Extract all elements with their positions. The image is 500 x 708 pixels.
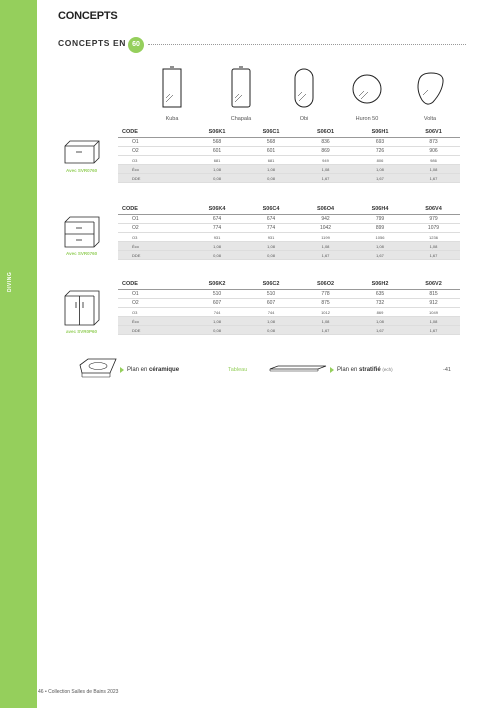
fee-cell: 1,08 [190, 317, 244, 326]
table-row [118, 308, 460, 317]
col-header: S06V2 [407, 279, 460, 290]
mirror-label-kuba: Kuba [165, 116, 179, 122]
col-header: S06K4 [190, 204, 244, 215]
price-cell: 601 [244, 147, 298, 156]
price-table-2 [118, 204, 460, 260]
fee-cell: 1,08 [353, 165, 407, 174]
price-cell: 744 [244, 308, 298, 317]
fee-cell: 1,67 [298, 174, 353, 183]
fee-cell: 0,08 [190, 174, 244, 183]
page-title: CONCEPTS [58, 10, 118, 22]
price-cell: 681 [244, 156, 298, 165]
laminate-plan-icon [268, 364, 328, 374]
price-cell: 942 [298, 215, 353, 224]
fee-cell: 1,08 [353, 317, 407, 326]
col-header: S06K2 [190, 279, 244, 290]
table-row [118, 233, 460, 242]
price-cell: 601 [190, 147, 244, 156]
cabinet-caption-3: avec SVR0P60 [66, 329, 98, 334]
fee-cell: 1,08 [190, 242, 244, 251]
plan-laminate-bold: stratifié [359, 367, 381, 373]
col-header: S06C2 [244, 279, 298, 290]
table-header-row [118, 204, 460, 215]
arrow-right-icon [330, 367, 334, 373]
plan-laminate-suffix: (ech) [382, 367, 393, 372]
table-row-dde [118, 174, 460, 183]
fee-cell: 0,08 [244, 326, 298, 335]
fee-cell: 1,67 [353, 251, 407, 260]
price-cell: 681 [190, 156, 244, 165]
fee-cell: 1,67 [407, 326, 460, 335]
price-cell: 873 [407, 138, 460, 147]
fee-cell: 1,08 [244, 317, 298, 326]
price-cell: 1042 [298, 224, 353, 233]
fee-cell: 1,67 [298, 326, 353, 335]
fee-cell: 0,08 [190, 326, 244, 335]
plan-laminate-value: -41 [443, 367, 451, 373]
mirror-label-huron: Huron 50 [355, 116, 379, 122]
col-header: S06O2 [298, 279, 353, 290]
cabinet-two-drawer-icon [62, 214, 102, 250]
obi-mirror-icon [292, 66, 316, 110]
price-cell: 979 [407, 215, 460, 224]
row-label: O2 [118, 147, 190, 156]
price-table-1 [118, 127, 460, 183]
price-cell: 774 [244, 224, 298, 233]
table-row-eco [118, 317, 460, 326]
fee-cell: 1,08 [407, 317, 460, 326]
row-label: O2 [118, 299, 190, 308]
table-row [118, 156, 460, 165]
price-cell: 931 [244, 233, 298, 242]
fee-cell: 1,08 [244, 242, 298, 251]
plan-ceramic-value: Tableau [228, 367, 248, 373]
page-footer: 46 • Collection Salles de Bains 2023 [38, 689, 119, 695]
size-badge: 60 [128, 37, 144, 53]
row-label: O2 [118, 224, 190, 233]
price-cell: 674 [190, 215, 244, 224]
row-label: O1 [118, 138, 190, 147]
row-label: O1 [118, 215, 190, 224]
price-cell: 744 [190, 308, 244, 317]
price-cell: 949 [298, 156, 353, 165]
price-cell: 1049 [407, 308, 460, 317]
row-label: Éco [118, 317, 190, 326]
kuba-mirror-icon [160, 66, 184, 110]
price-cell: 799 [353, 215, 407, 224]
table-row [118, 138, 460, 147]
row-label: Éco [118, 242, 190, 251]
ceramic-basin-icon [78, 357, 118, 383]
table-row-eco [118, 242, 460, 251]
row-label: O3 [118, 156, 190, 165]
chapala-mirror-icon [229, 66, 253, 110]
price-cell: 1236 [407, 233, 460, 242]
volta-mirror-icon [413, 70, 447, 108]
arrow-right-icon [120, 367, 124, 373]
col-header: CODE [118, 127, 190, 138]
table-row-dde [118, 251, 460, 260]
fee-cell: 1,08 [353, 242, 407, 251]
fee-cell: 1,08 [298, 242, 353, 251]
side-section-label: DIVING [7, 271, 13, 292]
cabinet-caption-1: Avec SVR0760 [66, 168, 98, 173]
price-cell: 1056 [353, 233, 407, 242]
fee-cell: 1,67 [407, 251, 460, 260]
col-header: S06K1 [190, 127, 244, 138]
price-cell: 510 [244, 290, 298, 299]
col-header: S06V4 [407, 204, 460, 215]
cabinet-caption-2: Avec SVR0760 [66, 251, 98, 256]
price-cell: 1079 [407, 224, 460, 233]
fee-cell: 1,67 [353, 174, 407, 183]
col-header: CODE [118, 204, 190, 215]
table-row [118, 299, 460, 308]
price-cell: 778 [298, 290, 353, 299]
price-cell: 568 [244, 138, 298, 147]
table-row-dde [118, 326, 460, 335]
fee-cell: 0,08 [244, 251, 298, 260]
price-cell: 635 [353, 290, 407, 299]
price-cell: 836 [298, 138, 353, 147]
col-header: S06O1 [298, 127, 353, 138]
col-header: S06O4 [298, 204, 353, 215]
price-cell: 510 [190, 290, 244, 299]
price-cell: 732 [353, 299, 407, 308]
price-cell: 806 [353, 156, 407, 165]
row-label: DDE [118, 251, 190, 260]
dotted-rule [148, 44, 466, 45]
mirror-label-chapala: Chapala [230, 116, 252, 122]
price-cell: 1012 [298, 308, 353, 317]
price-table-3 [118, 279, 460, 335]
col-header: S06C1 [244, 127, 298, 138]
table-row-eco [118, 165, 460, 174]
fee-cell: 1,67 [407, 174, 460, 183]
table-row [118, 224, 460, 233]
row-label: O3 [118, 308, 190, 317]
price-cell: 899 [353, 224, 407, 233]
col-header: S06H1 [353, 127, 407, 138]
table-row [118, 147, 460, 156]
row-label: DDE [118, 326, 190, 335]
price-cell: 693 [353, 138, 407, 147]
row-label: Éco [118, 165, 190, 174]
price-cell: 1199 [298, 233, 353, 242]
plan-laminate [337, 367, 393, 373]
fee-cell: 1,08 [298, 165, 353, 174]
huron-mirror-icon [350, 72, 384, 106]
col-header: CODE [118, 279, 190, 290]
table-header-row [118, 127, 460, 138]
price-cell: 607 [190, 299, 244, 308]
fee-cell: 1,08 [298, 317, 353, 326]
section-subtitle: CONCEPTS EN [58, 38, 126, 48]
cabinet-two-door-icon [62, 288, 102, 328]
price-cell: 726 [353, 147, 407, 156]
fee-cell: 1,08 [244, 165, 298, 174]
fee-cell: 1,08 [407, 165, 460, 174]
col-header: S06V1 [407, 127, 460, 138]
fee-cell: 1,08 [190, 165, 244, 174]
price-cell: 869 [298, 147, 353, 156]
price-cell: 931 [190, 233, 244, 242]
row-label: O3 [118, 233, 190, 242]
plan-ceramic-bold: céramique [149, 367, 180, 373]
table-row [118, 215, 460, 224]
col-header: S06H4 [353, 204, 407, 215]
plan-ceramic-prefix: Plan en [127, 367, 148, 373]
cabinet-one-drawer-icon [62, 138, 102, 166]
price-cell: 674 [244, 215, 298, 224]
price-cell: 774 [190, 224, 244, 233]
table-row [118, 290, 460, 299]
fee-cell: 0,08 [244, 174, 298, 183]
plan-laminate-prefix: Plan en [337, 367, 358, 373]
col-header: S06H2 [353, 279, 407, 290]
price-cell: 912 [407, 299, 460, 308]
sidebar-strip [0, 0, 37, 708]
price-cell: 607 [244, 299, 298, 308]
mirror-label-obi: Obi [299, 116, 309, 122]
fee-cell: 1,08 [407, 242, 460, 251]
price-cell: 906 [407, 147, 460, 156]
fee-cell: 1,67 [353, 326, 407, 335]
mirror-label-volta: Volta [423, 116, 437, 122]
row-label: O1 [118, 290, 190, 299]
price-cell: 986 [407, 156, 460, 165]
price-cell: 875 [298, 299, 353, 308]
plan-ceramic [127, 367, 179, 373]
fee-cell: 0,08 [190, 251, 244, 260]
price-cell: 815 [407, 290, 460, 299]
fee-cell: 1,67 [298, 251, 353, 260]
col-header: S06C4 [244, 204, 298, 215]
price-cell: 869 [353, 308, 407, 317]
row-label: DDE [118, 174, 190, 183]
price-cell: 568 [190, 138, 244, 147]
table-header-row [118, 279, 460, 290]
